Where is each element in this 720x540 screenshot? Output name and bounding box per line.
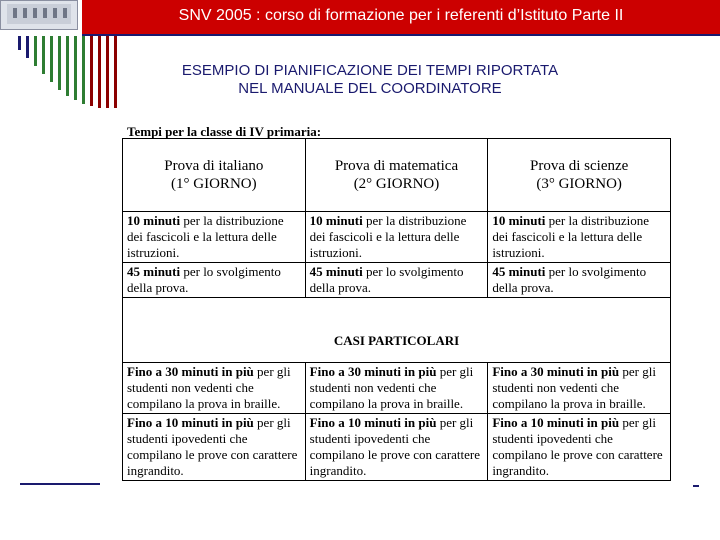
special-cases-row: [123, 320, 671, 363]
spacer-row: [123, 298, 671, 321]
column-header-matematica: Prova di matematica (2° GIORNO): [305, 139, 488, 212]
table-cell: Fino a 10 minuti in più per gli studenti ipovedenti che compilano le prove con carattere ingrandito.: [488, 414, 671, 481]
table-cell: 10 minuti per la distribuzione dei fascicoli e la lettura delle istruzioni.: [123, 212, 306, 263]
table-cell: Fino a 30 minuti in più per gli studenti non vedenti che compilano la prova in braille.: [305, 363, 488, 414]
table-cell: 45 minuti per lo svolgimento della prova.: [123, 263, 306, 298]
prova-row: [123, 263, 671, 298]
table-cell: Fino a 10 minuti in più per gli studenti ipovedenti che compilano le prove con carattere ingrandito.: [305, 414, 488, 481]
table-caption: Tempi per la classe di IV primaria:: [127, 124, 322, 139]
table-cell: Fino a 30 minuti in più per gli studenti non vedenti che compilano la prova in braille.: [123, 363, 306, 414]
subtitle-line-2: NEL MANUALE DEL COORDINATORE: [238, 80, 502, 97]
footer-line-left: [20, 483, 100, 485]
building-icon: [7, 4, 71, 24]
table-cell: 10 minuti per la distribuzione dei fascicoli e la lettura delle istruzioni.: [305, 212, 488, 263]
column-header-italiano: Prova di italiano (1° GIORNO): [123, 139, 306, 212]
title-bar: [82, 0, 720, 36]
timing-table: [122, 138, 671, 481]
column-header-scienze: Prova di scienze (3° GIORNO): [488, 139, 671, 212]
school-building-logo: [0, 0, 78, 30]
distribution-row: [123, 212, 671, 263]
blind-row: [123, 363, 671, 414]
low-vision-row: [123, 414, 671, 481]
header-row: [123, 139, 671, 212]
slide-subtitle: [120, 62, 620, 98]
special-cases-title: CASI PARTICOLARI: [123, 320, 671, 363]
table-cell: 45 minuti per lo svolgimento della prova.: [488, 263, 671, 298]
table-cell: Fino a 10 minuti in più per gli studenti ipovedenti che compilano le prove con carattere ingrandito.: [123, 414, 306, 481]
slide-title: SNV 2005 : corso di formazione per i referenti d’Istituto Parte II: [178, 7, 624, 24]
subtitle-line-1: ESEMPIO DI PIANIFICAZIONE DEI TEMPI RIPORTATA: [181, 62, 559, 79]
table-cell: 45 minuti per lo svolgimento della prova.: [305, 263, 488, 298]
table-cell: 10 minuti per la distribuzione dei fascicoli e la lettura delle istruzioni.: [488, 212, 671, 263]
footer-line-right: [693, 485, 699, 487]
table-cell: Fino a 30 minuti in più per gli studenti non vedenti che compilano la prova in braille.: [488, 363, 671, 414]
